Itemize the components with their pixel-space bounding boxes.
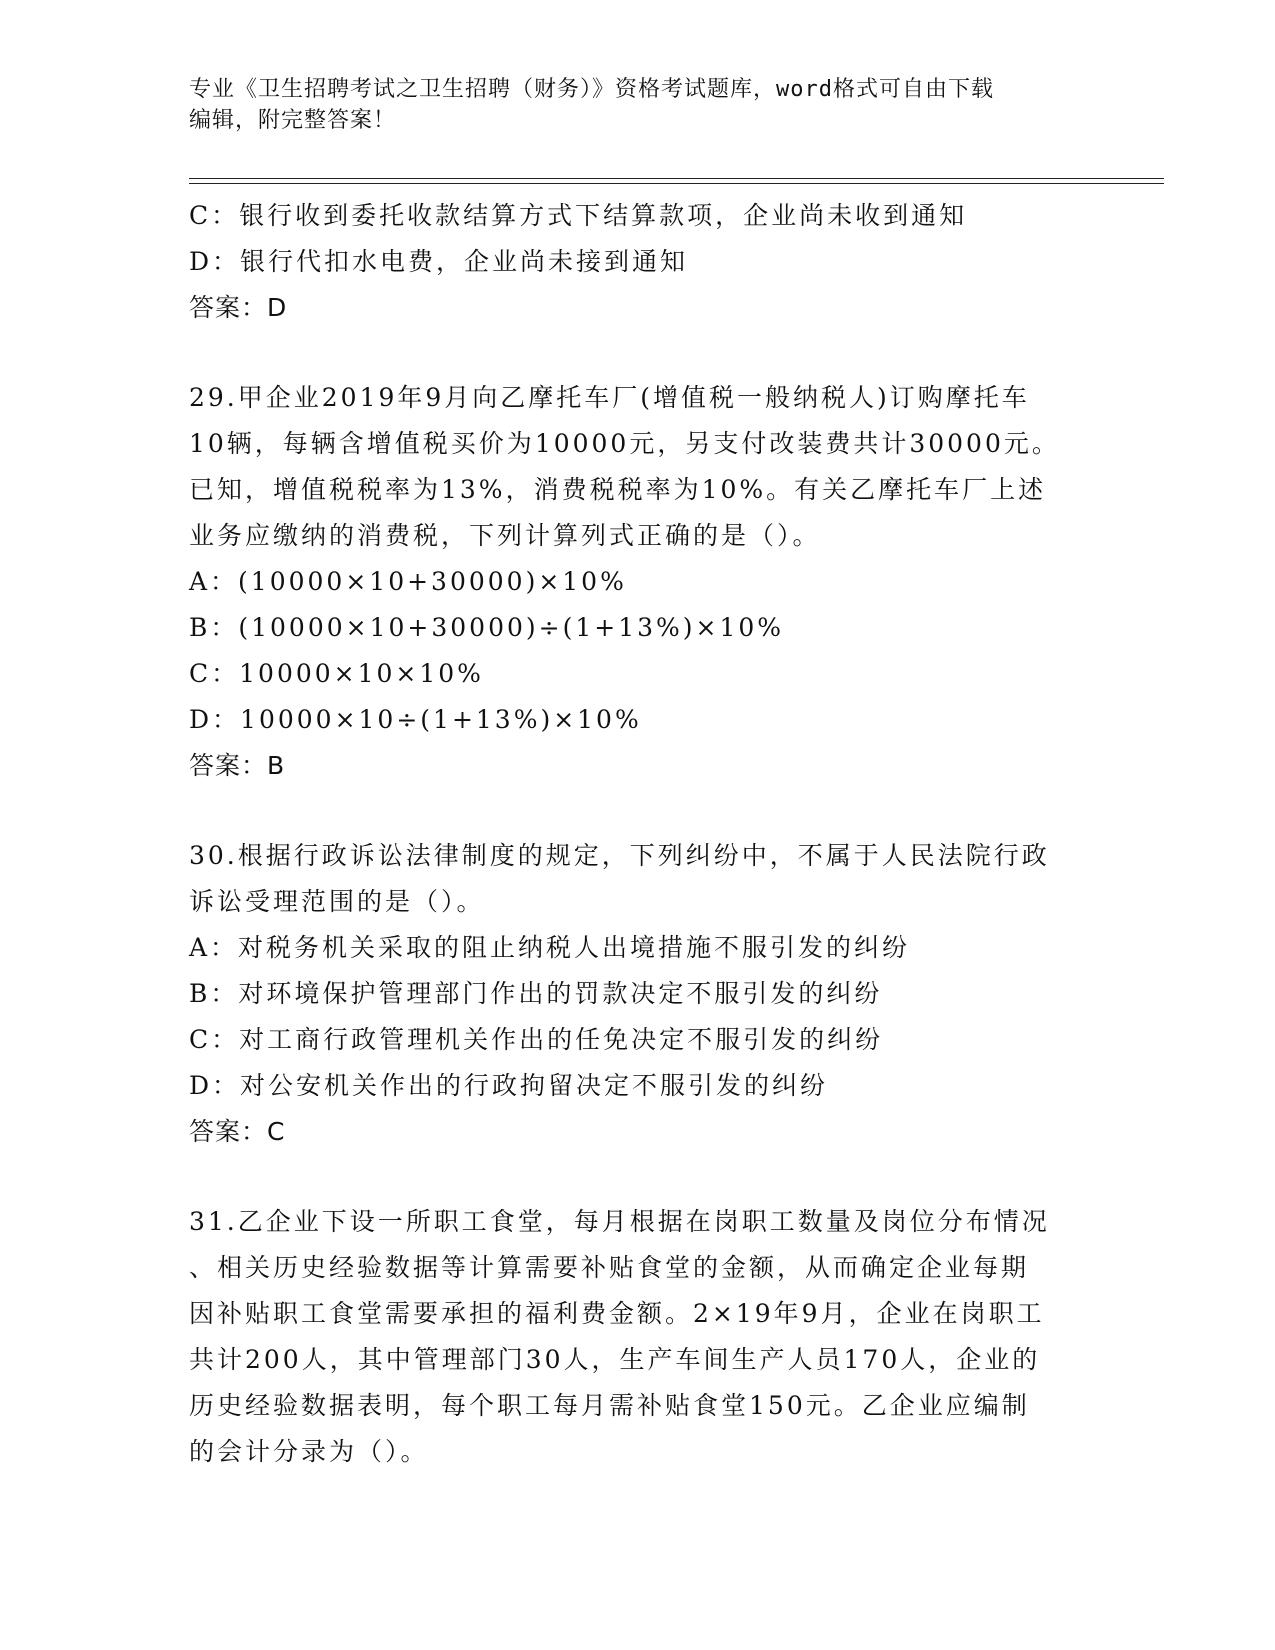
question-stem-line: 的会计分录为（）。 xyxy=(189,1437,429,1466)
question-stem-line: 诉讼受理范围的是（）。 xyxy=(189,887,485,916)
question-29 xyxy=(189,375,1089,789)
answer: 答案：C xyxy=(189,1117,286,1146)
question-stem-line: 29.甲企业2019年9月向乙摩托车厂(增值税一般纳税人)订购摩托车 xyxy=(189,383,1030,412)
question-stem-line: 10辆，每辆含增值税买价为10000元，另支付改装费共计30000元。 xyxy=(189,429,1060,458)
question-stem-line: 30.根据行政诉讼法律制度的规定，下列纠纷中，不属于人民法院行政 xyxy=(189,841,1050,870)
question-stem-line: 因补贴职工食堂需要承担的福利费金额。2×19年9月，企业在岗职工 xyxy=(189,1299,1045,1328)
question-30 xyxy=(189,833,1089,1155)
question-stem-line: 31.乙企业下设一所职工食堂，每月根据在岗职工数量及岗位分布情况 xyxy=(189,1207,1050,1236)
header-line-2: 编辑，附完整答案！ xyxy=(189,108,397,133)
header-line-1: 专业《卫生招聘考试之卫生招聘（财务）》资格考试题库，word格式可自由下载 xyxy=(189,77,994,102)
question-content xyxy=(189,193,1089,1475)
document-header xyxy=(189,74,1069,136)
option-d: D：银行代扣水电费，企业尚未接到通知 xyxy=(189,247,689,276)
header-divider-top xyxy=(189,178,1164,179)
question-stem-line: 业务应缴纳的消费税，下列计算列式正确的是（）。 xyxy=(189,521,821,550)
header-divider-bottom xyxy=(189,183,1164,184)
question-stem-line: 、相关历史经验数据等计算需要补贴食堂的金额，从而确定企业每期 xyxy=(189,1253,1030,1282)
question-stem-line: 已知，增值税税率为13%，消费税税率为10%。有关乙摩托车厂上述 xyxy=(189,475,1047,504)
option-b: B：对环境保护管理部门作出的罚款决定不服引发的纠纷 xyxy=(189,979,883,1008)
option-c: C：10000×10×10% xyxy=(189,659,484,688)
option-c: C：银行收到委托收款结算方式下结算款项，企业尚未收到通知 xyxy=(189,201,968,230)
question-stem-line: 历史经验数据表明，每个职工每月需补贴食堂150元。乙企业应编制 xyxy=(189,1391,1030,1420)
question-31 xyxy=(189,1199,1089,1475)
prev-question xyxy=(189,193,1089,331)
question-stem-line: 共计200人，其中管理部门30人，生产车间生产人员170人，企业的 xyxy=(189,1345,1041,1374)
answer: 答案：D xyxy=(189,293,288,322)
option-a: A：(10000×10+30000)×10% xyxy=(189,567,627,596)
option-b: B：(10000×10+30000)÷(1+13%)×10% xyxy=(189,613,785,642)
option-d: D：10000×10÷(1+13%)×10% xyxy=(189,705,642,734)
option-c: C：对工商行政管理机关作出的任免决定不服引发的纠纷 xyxy=(189,1025,884,1054)
option-d: D：对公安机关作出的行政拘留决定不服引发的纠纷 xyxy=(189,1071,829,1100)
answer: 答案：B xyxy=(189,751,286,780)
option-a: A：对税务机关采取的阻止纳税人出境措施不服引发的纠纷 xyxy=(189,933,911,962)
